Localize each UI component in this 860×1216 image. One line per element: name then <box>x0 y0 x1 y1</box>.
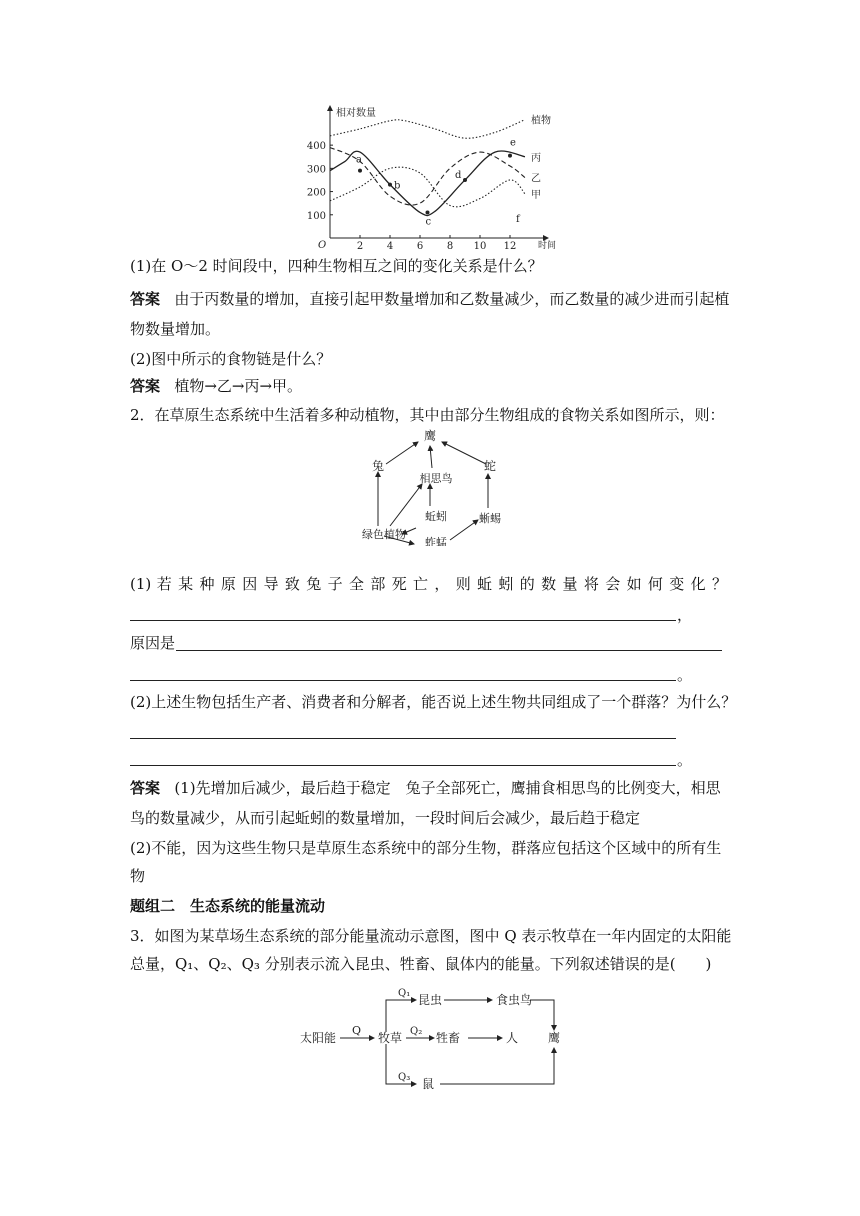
flow-insect-bird: 食虫鸟 <box>496 993 533 1007</box>
flow-sun: 太阳能 <box>300 1031 337 1045</box>
answer-1-text: 由于丙数量的增加，直接引起甲数量增加和乙数量减少，而乙数量的减少进而引起植 <box>174 290 730 308</box>
question-2: (2)图中所示的食物链是什么？ <box>130 350 332 368</box>
reason-blank[interactable] <box>176 650 722 651</box>
point-label-a: a <box>356 154 362 166</box>
flow-q1: Q₁ <box>398 988 411 999</box>
answer-label: 答案 <box>130 377 161 395</box>
population-line-chart <box>300 100 560 250</box>
web-lizard: 蜥蜴 <box>479 512 501 525</box>
flow-grass: 牧草 <box>378 1031 403 1045</box>
series-label-jia: 甲 <box>531 189 541 201</box>
y-tick-label: 300 <box>306 164 326 176</box>
flow-q: Q <box>352 1024 362 1037</box>
web-snake: 蛇 <box>483 459 497 473</box>
x-tick-label: 8 <box>446 241 454 250</box>
flow-q3: Q₃ <box>398 1072 411 1083</box>
answer-2 <box>130 374 730 398</box>
answer-1-line1 <box>130 287 730 311</box>
sub2-blank-2[interactable] <box>130 765 676 766</box>
answer-p2-line1 <box>130 776 730 800</box>
x-tick-label: 6 <box>416 241 424 250</box>
x-tick-label: 2 <box>356 241 364 250</box>
group-2-title: 题组二 生态系统的能量流动 <box>130 897 326 915</box>
flow-insect: 昆虫 <box>418 993 443 1007</box>
point-b <box>388 183 392 187</box>
period: 。 <box>677 751 693 769</box>
answer-label: 答案 <box>130 779 161 797</box>
problem-2-sub2: (2)上述生物包括生产者、消费者和分解者，能否说上述生物共同组成了一个群落？为什么？ <box>130 693 737 711</box>
answer-2-text: 植物→乙→丙→甲。 <box>174 377 303 395</box>
series-label-yi: 乙 <box>531 173 541 185</box>
answer-p2-line4: 物 <box>130 867 146 885</box>
x-tick-label: 10 <box>473 241 487 250</box>
flow-human: 人 <box>506 1031 519 1045</box>
problem-2-sub1: (1) 若 某 种 原 因 导 致 兔 子 全 部 死 亡 ， 则 蚯 蚓 的 数 量 将 会 如 何 变 化 ？ <box>130 575 727 593</box>
web-grasshopper: 蚱蜢 <box>425 536 447 546</box>
question-1: (1)在 O～2 时间段中，四种生物相互之间的变化关系是什么？ <box>130 257 543 275</box>
series-line-jia <box>330 167 525 207</box>
reason-blank-2[interactable] <box>130 680 676 681</box>
answer-p2-line2: 鸟的数量减少，从而引起蚯蚓的数量增加，一段时间后会减少，最后趋于稳定 <box>130 809 641 827</box>
point-c <box>426 210 430 214</box>
x-tick-label: 4 <box>386 241 394 250</box>
web-bird: 相思鸟 <box>419 472 453 485</box>
y-tick-label: 200 <box>306 187 326 199</box>
comma: ， <box>677 606 693 624</box>
flow-livestock: 牲畜 <box>436 1031 461 1045</box>
point-label-c: c <box>425 216 432 228</box>
period: 。 <box>677 666 693 684</box>
problem-3-line2: 总量，Q₁、Q₂、Q₃ 分别表示流入昆虫、牲畜、鼠体内的能量。下列叙述错误的是( ) <box>130 955 712 973</box>
y-tick-label: 100 <box>306 210 326 222</box>
series-line-plant <box>330 120 525 139</box>
point-label-f: f <box>516 213 520 225</box>
reason-label: 原因是 <box>130 634 176 652</box>
flow-q2: Q₂ <box>410 1026 423 1037</box>
point-d <box>463 178 467 182</box>
point-a <box>358 169 362 173</box>
point-label-b: b <box>394 180 401 192</box>
answer-1-line2: 物数量增加。 <box>130 320 221 338</box>
web-earthworm: 蚯蚓 <box>425 510 447 523</box>
web-hawk: 鹰 <box>423 429 437 443</box>
x-tick-label: 12 <box>503 241 517 250</box>
point-e <box>508 154 512 158</box>
origin-label: O <box>318 240 327 250</box>
energy-flow-diagram <box>298 982 570 1092</box>
answer-label: 答案 <box>130 290 161 308</box>
point-label-d: d <box>455 169 462 181</box>
y-axis-label: 相对数量 <box>336 108 376 119</box>
series-label-plant: 植物 <box>531 115 551 127</box>
food-web-diagram <box>350 428 510 546</box>
answer-blank[interactable] <box>130 620 676 621</box>
y-tick-label: 400 <box>306 141 326 153</box>
web-plant: 绿色植物 <box>362 528 406 541</box>
problem-3-line1: 3．如图为某草场生态系统的部分能量流动示意图，图中 Q 表示牧草在一年内固定的太阳能 <box>130 927 732 945</box>
x-axis-label: 时间 <box>538 241 557 250</box>
series-label-bing: 丙 <box>531 152 541 164</box>
sub2-blank[interactable] <box>130 738 676 739</box>
answer-p2-line3: (2)不能，因为这些生物只是草原生态系统中的部分生物，群落应包括这个区域中的所有生 <box>130 839 722 857</box>
flow-hawk: 鹰 <box>548 1031 561 1045</box>
flow-mouse: 鼠 <box>422 1077 435 1091</box>
web-rabbit: 兔 <box>371 459 385 473</box>
point-label-e: e <box>510 137 516 149</box>
problem-2-stem: 2．在草原生态系统中生活着多种动植物，其中由部分生物组成的食物关系如图所示，则： <box>130 406 725 424</box>
answer-p2-text: (1)先增加后减少，最后趋于稳定 兔子全部死亡，鹰捕食相思鸟的比例变大，相思 <box>174 779 721 797</box>
